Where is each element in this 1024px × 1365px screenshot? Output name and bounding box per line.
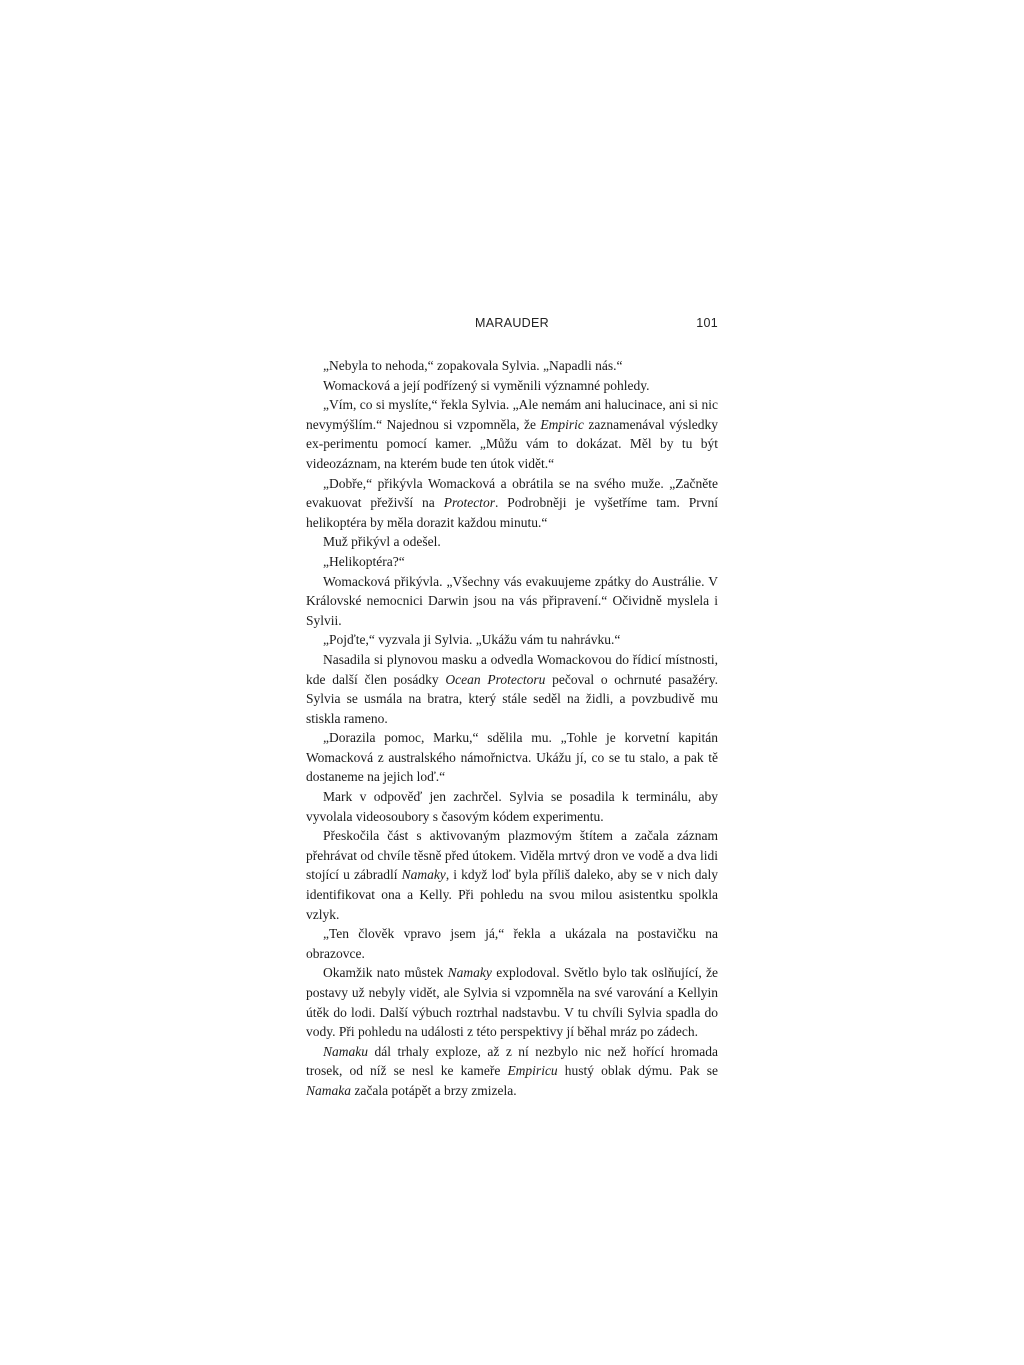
book-page: [306, 316, 718, 1101]
paragraph: [306, 552, 718, 572]
paragraph: [306, 787, 718, 826]
text-run: zaznamenával výsledky ex-perimentu pomocí kamer. „Můžu vám to dokázat. Měl by tu být videozáznam, na kterém bude ten útok vidět.“: [306, 416, 718, 471]
paragraph: [306, 376, 718, 396]
text-run: začala potápět a brzy zmizela.: [351, 1082, 517, 1098]
text-run: , i když loď byla příliš daleko, aby se v nich daly identifikovat ona a Kelly. Při pohledu na svou milou asistentku spolkla vzlyk.: [306, 867, 718, 922]
paragraph: [306, 532, 718, 552]
paragraph: [306, 650, 718, 728]
italic-title: Namaky: [447, 965, 492, 981]
text-run: Okamžik nato můstek: [323, 965, 448, 981]
text-run: pečoval o ochrnuté pasažéry. Sylvia se usmála na bratra, který stále seděl na židli, a povzbudivě mu stiskla rameno.: [306, 671, 718, 726]
italic-title: Ocean Protectoru: [445, 671, 546, 687]
text-run: Muž přikývl a odešel.: [323, 534, 441, 550]
italic-title: Namaka: [306, 1082, 351, 1098]
paragraph: [306, 474, 718, 533]
running-head: [306, 316, 718, 336]
italic-title: Namaky: [401, 867, 446, 883]
text-run: . Podrobněji je vyšetříme tam. První helikoptéra by měla dorazit každou minutu.“: [306, 495, 718, 530]
paragraph: [306, 572, 718, 631]
italic-title: Empiricu: [507, 1063, 558, 1079]
paragraph: [306, 924, 718, 963]
text-run: Mark v odpověď jen zachrčel. Sylvia se posadila k terminálu, aby vyvolala videosoubory s časovým kódem experimentu.: [306, 789, 718, 824]
text-run: „Vím, co si myslíte,“ řekla Sylvia. „Ale nemám ani halucinace, ani si nic nevymýšlím.“ Najednou si vzpomněla, že: [306, 397, 718, 432]
paragraph: [306, 1042, 718, 1101]
text-run: „Nebyla to nehoda,“ zopakovala Sylvia. „Napadli nás.“: [323, 358, 623, 373]
paragraph: [306, 826, 718, 924]
text-run: Womacková a její podřízený si vyměnili významné pohledy.: [323, 377, 650, 393]
text-run: explodoval. Světlo bylo tak oslňující, že postavy už nebyly vidět, ale Sylvia si vzpomněla na své varování a Kellyin útěk do lodi. Další výbuch roztrhal nadstavbu. V tu chvíli Sylvia spadla do vody. Při pohledu na události z této perspektivy jí běhal mráz po zádech.: [306, 965, 718, 1040]
text-run: „Helikoptéra?“: [323, 553, 405, 569]
running-title: MARAUDER: [475, 316, 549, 330]
body-text: [306, 356, 718, 1101]
page-number: 101: [696, 316, 718, 330]
paragraph: [306, 395, 718, 473]
italic-title: Empiric: [540, 416, 584, 432]
text-run: „Pojďte,“ vyzvala ji Sylvia. „Ukážu vám tu nahrávku.“: [323, 632, 621, 648]
text-run: Přeskočila část s aktivovaným plazmovým štítem a začala záznam přehrávat od chvíle těsně před útokem. Viděla mrtvý dron ve vodě a dva lidi stojící u zábradlí: [306, 828, 718, 883]
paragraph: [306, 356, 718, 376]
paragraph: [306, 630, 718, 650]
text-run: hustý oblak dýmu. Pak se: [557, 1063, 718, 1079]
paragraph: [306, 728, 718, 787]
paragraph: [306, 963, 718, 1041]
italic-title: Namaku: [323, 1043, 368, 1059]
text-run: Nasadila si plynovou masku a odvedla Womackovou do řídicí místnosti, kde další člen posádky: [306, 651, 718, 687]
text-run: dál trhaly exploze, až z ní nezbylo nic než hořící hromada trosek, od níž se nesl ke kameře: [306, 1043, 718, 1079]
text-run: „Dobře,“ přikývla Womacková a obrátila se na svého muže. „Začněte evakuovat přeživší na: [306, 475, 718, 511]
text-run: „Dorazila pomoc, Marku,“ sdělila mu. „Tohle je korvetní kapitán Womacková z australského námořnictva. Ukážu jí, co se tu stalo, a pak tě dostaneme na jejich loď.“: [306, 730, 718, 785]
italic-title: Protector: [443, 495, 495, 511]
text-run: „Ten člověk vpravo jsem já,“ řekla a ukázala na postavičku na obrazovce.: [306, 926, 718, 961]
text-run: Womacková přikývla. „Všechny vás evakuujeme zpátky do Austrálie. V Královské nemocnici Darwin jsou na vás připravení.“ Očividně myslela i Sylvii.: [306, 573, 718, 628]
